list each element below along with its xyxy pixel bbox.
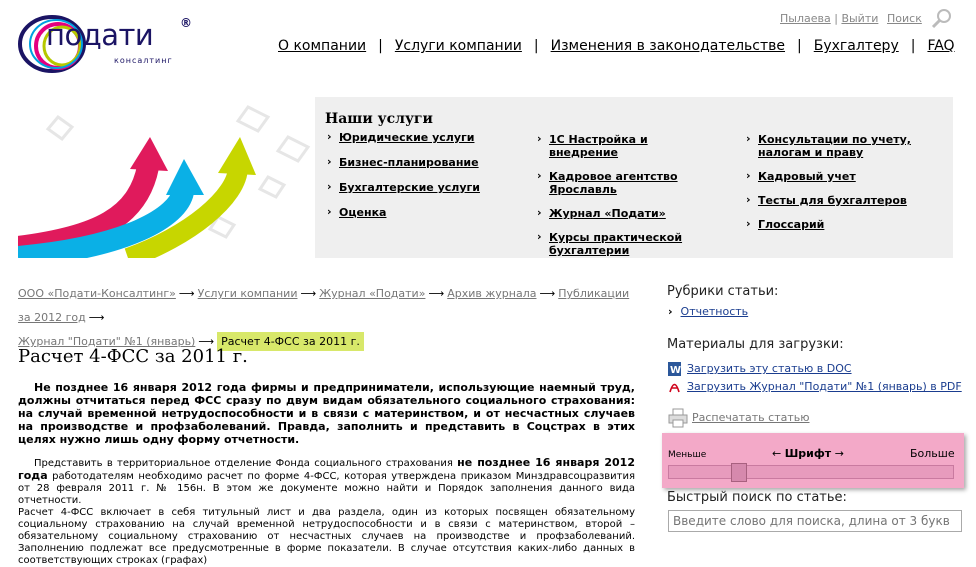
download-doc-link[interactable]: Загрузить эту статью в DOC [687,362,852,375]
rubric-link[interactable]: Отчетность [680,305,749,318]
font-size-panel [662,433,964,488]
rubric-item [668,305,748,318]
service-link[interactable]: Глоссарий [758,218,825,231]
service-link[interactable]: Юридические услуги [339,131,475,144]
article-lead: Не позднее 16 января 2012 года фирмы и предприниматели, использующие наемный труд, должны отчитаться перед ФСС сразу по двум видам обязательного социального страхования: на случай временной нетрудоспособности и в связи с материнством, и от несчастных случаев на производстве и профзаболеваний. Правда, заполнить и представить в Соцстрах в этих целях нужно лишь одну форму отчетности. [18,381,635,446]
nav-legislation[interactable]: Изменения в законодательстве [550,38,786,54]
breadcrumb-current: Расчет 4-ФСС за 2011 г. [217,332,364,351]
nav-about[interactable]: О компании [278,38,367,54]
printer-icon [668,408,688,428]
download-pdf [668,380,962,394]
download-pdf-link[interactable]: Загрузить Журнал "Подати" №1 (январь) в PDF [687,380,962,393]
logo-subtitle: консалтинг [114,56,173,65]
profile-link[interactable]: Пылаева [780,12,831,25]
breadcrumb-item[interactable]: Журнал «Подати» [319,287,426,300]
article-body [18,457,635,567]
site-logo[interactable] [16,10,196,74]
font-smaller-label[interactable]: Меньше [668,450,707,460]
service-link[interactable]: Бизнес-планирование [339,156,479,169]
user-links: Пылаева | Выйти [780,12,879,25]
services-col-1 [325,131,505,230]
pdf-icon [668,380,681,394]
service-link[interactable]: Тесты для бухгалтеров [758,194,907,207]
breadcrumb: ООО «Подати-Консалтинг» ⟶ Услуги компании ⟶ Журнал «Подати» ⟶ Архив журнала ⟶ Публикации за 2012 год ⟶ Журнал "Подати" №1 (январь) ⟶ Расчет 4-ФСС за 2011 г. [18,282,638,354]
services-col-3 [744,133,944,242]
materials-title: Материалы для загрузки: [667,337,844,352]
search-icon[interactable] [931,8,953,30]
service-link[interactable]: Кадровое агентство Ярославль [549,170,678,196]
quick-search-title: Быстрый поиск по статье: [667,490,847,505]
font-size-slider[interactable] [668,465,954,479]
service-link[interactable]: Курсы практической бухгалтерии [549,231,683,257]
page-title: Расчет 4-ФСС за 2011 г. [18,346,248,367]
breadcrumb-item[interactable]: ООО «Подати-Консалтинг» [18,287,176,300]
svg-text:W: W [670,365,681,376]
service-link[interactable]: Журнал «Подати» [549,207,666,220]
logo-text: подати [46,18,154,52]
nav-services[interactable]: Услуги компании [394,38,522,54]
services-banner [18,97,953,258]
download-doc [668,362,852,376]
main-nav: О компании | Услуги компании | Изменения в законодательстве | Бухгалтеру | FAQ [278,38,955,54]
breadcrumb-item[interactable]: Архив журнала [447,287,537,300]
font-title: ← Шрифт → [772,447,844,460]
service-link[interactable]: Бухгалтерские услуги [339,181,480,194]
service-link[interactable]: Консультации по учету, налогам и праву [758,133,911,159]
services-col-2 [535,133,715,268]
chevron-right-icon: › [668,305,673,318]
nav-accountant[interactable]: Бухгалтеру [813,38,899,54]
breadcrumb-item[interactable]: Услуги компании [197,287,298,300]
print-link[interactable]: Распечатать статью [692,411,810,424]
word-doc-icon [668,362,681,376]
article-paragraph: Представить в территориальное отделение Фонда социального страхования не позднее 16 января 2012 года работодателям необходимо расчет по форме 4-ФСС, которая утверждена приказом Минздравсоцразвития от 28 февраля 2011 г. № 156н. В этом же документе можно найти и Порядок заполнения данного вида отчетности. [18,456,635,506]
search-link[interactable]: Поиск [887,12,922,25]
rubrics-title: Рубрики статьи: [667,284,779,299]
font-larger-label[interactable]: Больше [910,447,955,460]
nav-faq[interactable]: FAQ [927,38,955,54]
print-article [668,408,810,428]
site-search [887,12,922,25]
logo-registered: ® [180,16,192,30]
breadcrumb-item[interactable]: Публикации за 2012 год [18,287,630,324]
font-size-slider-thumb[interactable] [731,463,747,482]
banner-arrows-image [18,97,315,258]
breadcrumb-item[interactable]: Журнал "Подати" №1 (январь) [18,335,196,348]
logout-link[interactable]: Выйти [841,12,879,25]
service-link[interactable]: Кадровый учет [758,170,856,183]
article-paragraph: Расчет 4-ФСС включает в себя титульный лист и два раздела, один из которых посвящен обязательному социальному страхованию на случай временной нетрудоспособности и в связи с материнством, второй – обязательному социальному страхованию от несчастных случаев на производстве и профзаболеваний. Заполнению подлежат все предусмотренные в форме показатели. В случае отсутствия каких-либо данных в соответствующих строках (графах) [18,507,635,566]
service-link[interactable]: Оценка [339,206,387,219]
services-title: Наши услуги [325,111,433,127]
quick-search-input[interactable] [668,510,962,532]
service-link[interactable]: 1С Настройка и внедрение [549,133,648,159]
